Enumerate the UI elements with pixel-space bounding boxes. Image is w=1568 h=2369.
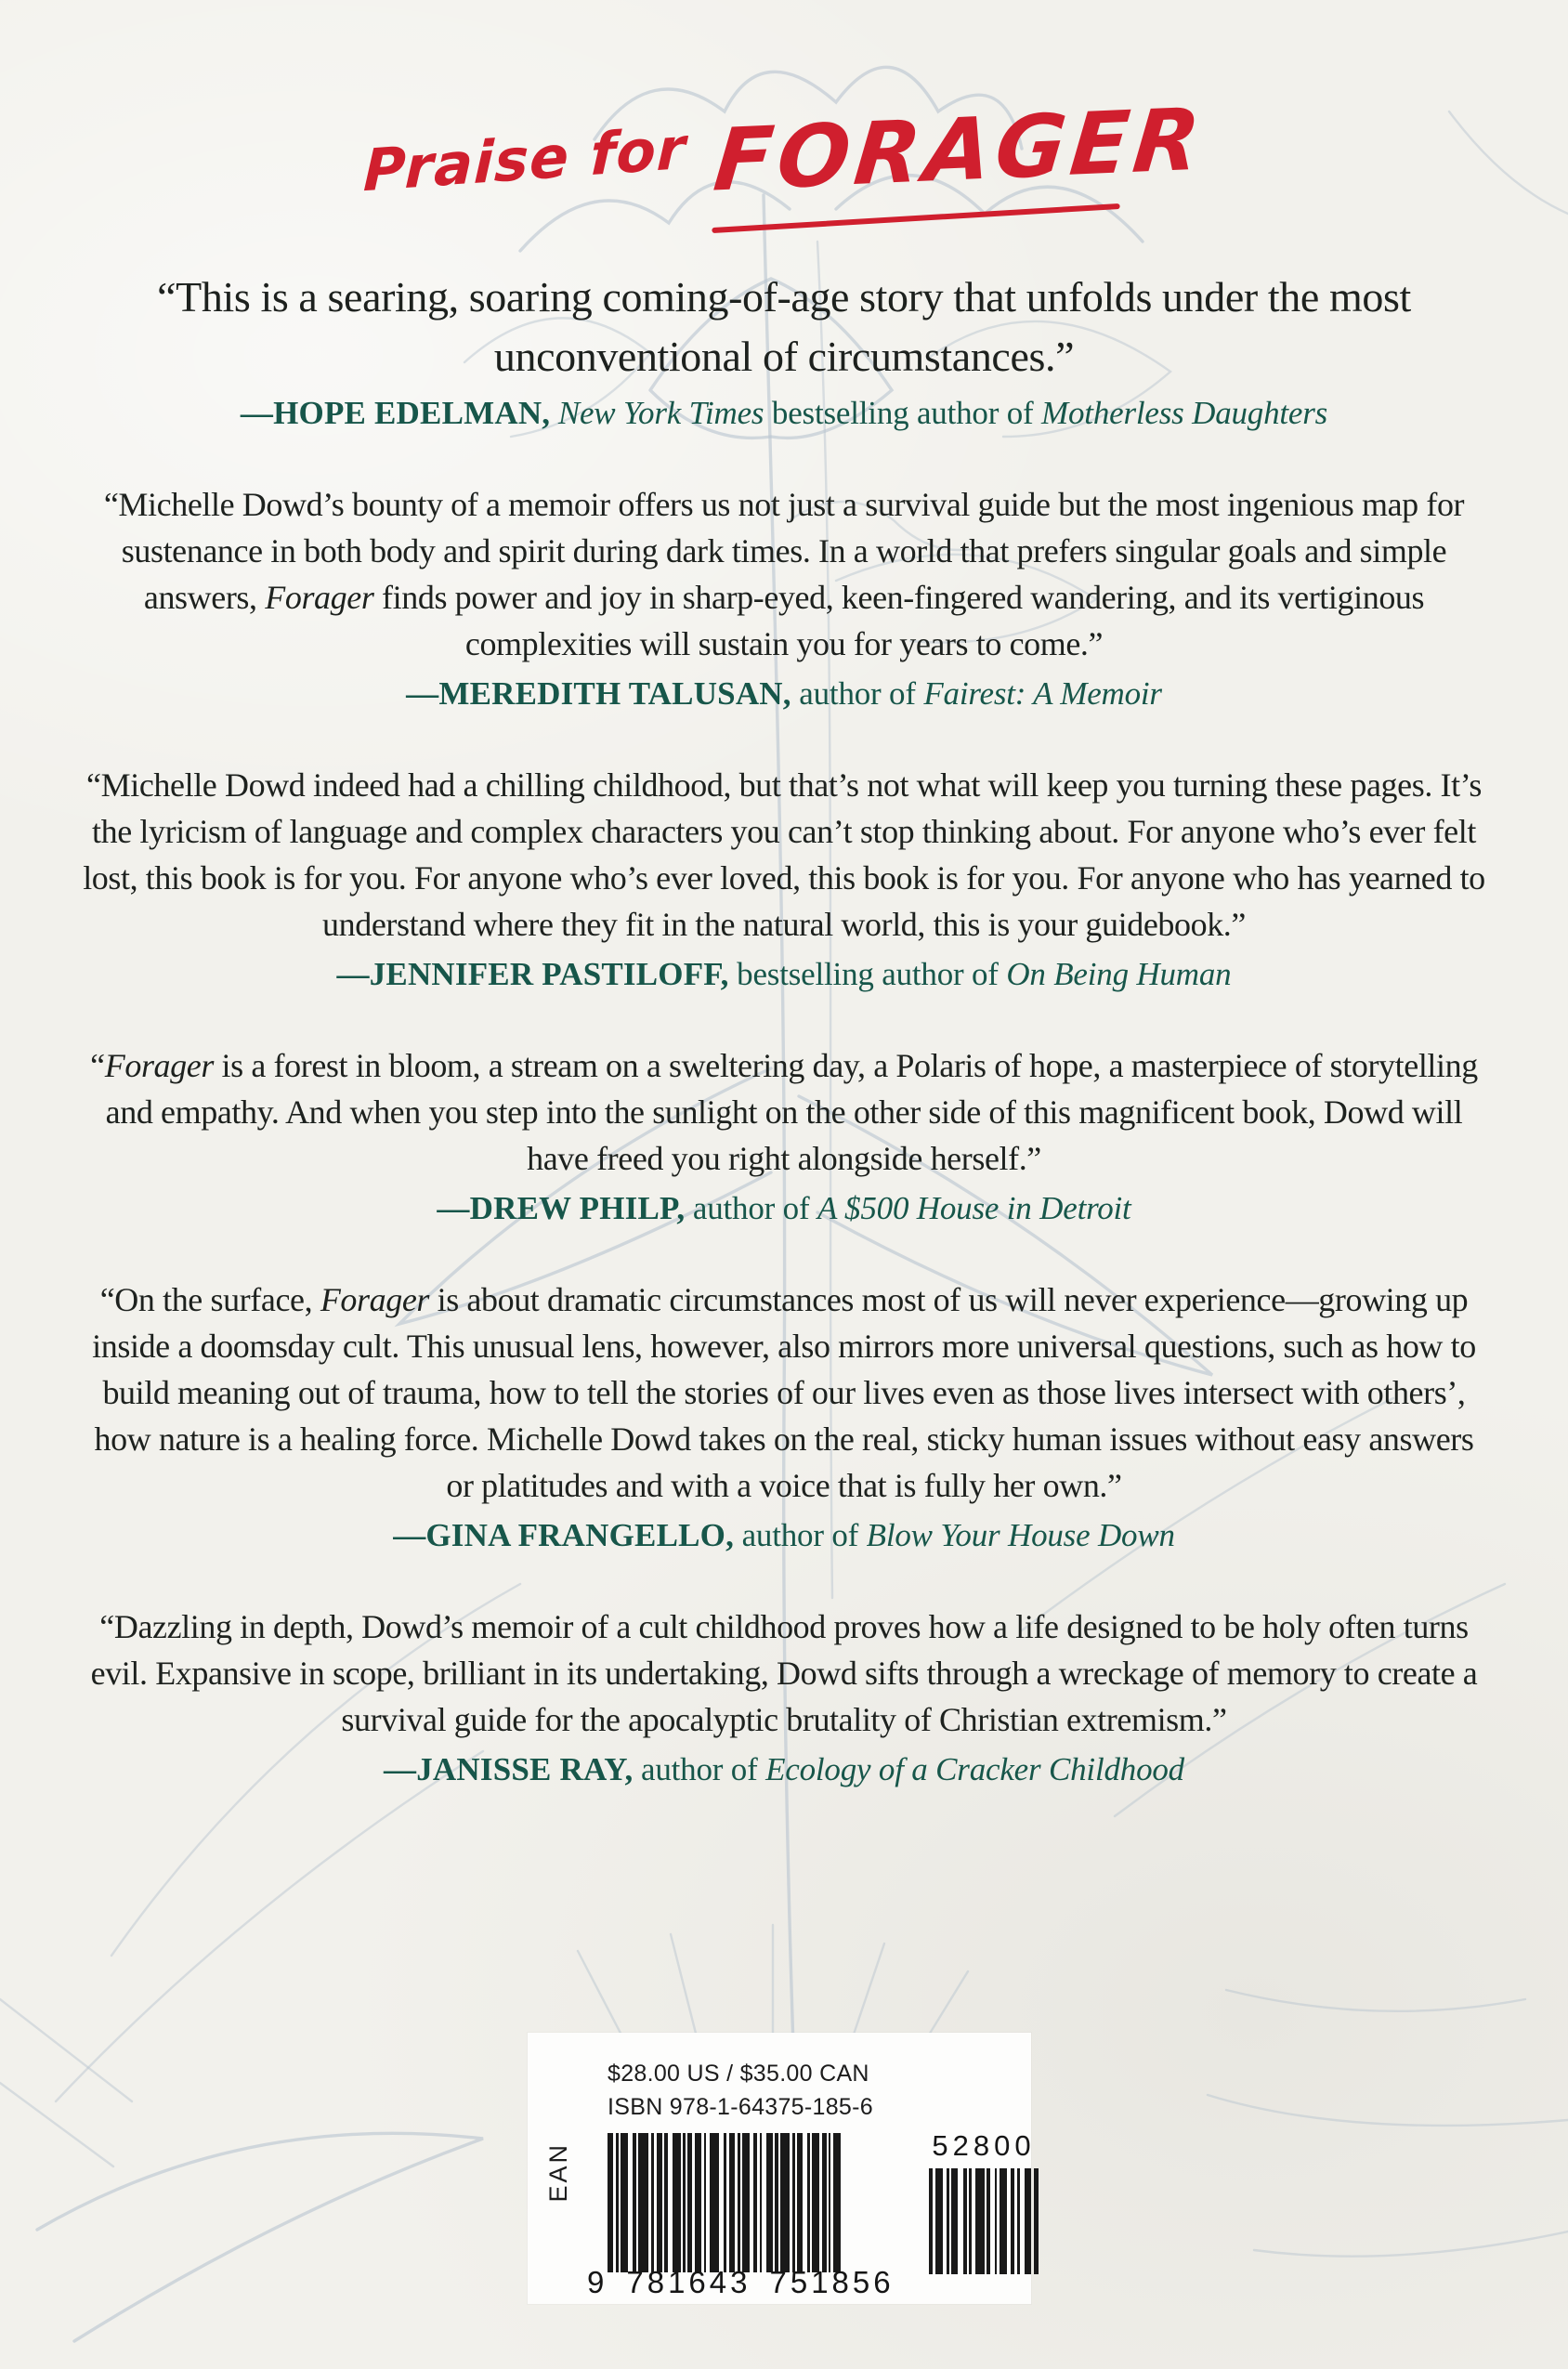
ean-digit-group: 751856 — [769, 2265, 895, 2299]
quote-attribution: —HOPE EDELMAN, New York Times bestselling author of Motherless Daughters — [240, 395, 1328, 431]
praise-quotes-list — [78, 268, 1490, 1793]
isbn-text: ISBN 978-1-64375-185-6 — [608, 2094, 873, 2120]
quote-text: “This is a searing, soaring coming-of-age story that unfolds under the most unconventional of circumstances.” — [157, 273, 1411, 380]
quote-block — [78, 1042, 1490, 1232]
ean-digit-group: 781643 — [626, 2265, 751, 2299]
praise-header — [0, 89, 1568, 211]
quote-block — [78, 1276, 1490, 1559]
supplement-barcode — [929, 2168, 1039, 2274]
supplement-digits: 52800 — [932, 2129, 1036, 2162]
supplement-barcode-group — [929, 2129, 1039, 2274]
book-title-text: FORAGER — [710, 89, 1209, 211]
quote-block — [78, 1603, 1490, 1793]
quote-block — [78, 481, 1490, 717]
price-text: $28.00 US / $35.00 CAN — [608, 2061, 869, 2087]
quote-block — [78, 762, 1490, 998]
praise-script-text: Praise for — [362, 113, 688, 205]
ean-digits — [587, 2265, 895, 2300]
quote-attribution: —JENNIFER PASTILOFF, bestselling author of On Being Human — [336, 956, 1232, 992]
quote-attribution: —GINA FRANGELLO, author of Blow Your House Down — [393, 1517, 1175, 1553]
barcode-panel — [528, 2033, 1036, 2304]
quote-attribution: —DREW PHILP, author of A $500 House in Detroit — [437, 1190, 1131, 1226]
quote-text: “Michelle Dowd indeed had a chilling childhood, but that’s not what will keep you turning these pages. It’s the lyricism of language and complex characters you can’t stop thinking about. For anyone who’s ever felt lost, this book is for you. For anyone who’s ever loved, this book is for you. For anyone who has yearned to understand where they fit in the natural world, this is your guidebook.” — [83, 766, 1485, 943]
quote-attribution: —JANISSE RAY, author of Ecology of a Cracker Childhood — [384, 1751, 1184, 1787]
quote-block — [78, 268, 1490, 437]
quote-text: “On the surface, Forager is about dramatic circumstances most of us will never experience—growing up inside a doomsday cult. This unusual lens, however, also mirrors more universal questions, such as how to build meaning out of trauma, how to tell the stories of our lives even as those lives intersect with others’, how nature is a healing force. Michelle Dowd takes on the real, sticky human issues without easy answers or platitudes and with a voice that is fully her own.” — [92, 1281, 1476, 1504]
quote-text: “Michelle Dowd’s bounty of a memoir offers us not just a survival guide but the most ingenious map for sustenance in both body and spirit during dark times. In a world that prefers singular goals and simple answers, Forager finds power and joy in sharp-eyed, keen-fingered wandering, and its vertiginous complexities will sustain you for years to come.” — [103, 486, 1465, 662]
ean-barcode — [608, 2133, 864, 2272]
ean-label: EAN — [544, 2142, 572, 2203]
quote-attribution: —MEREDITH TALUSAN, author of Fairest: A Memoir — [406, 675, 1162, 712]
quote-text: “Forager is a forest in bloom, a stream on a sweltering day, a Polaris of hope, a masterpiece of storytelling and empathy. And when you step into the sunlight on the other side of this magnificent book, Dowd will have freed you right alongside herself.” — [90, 1047, 1478, 1177]
quote-text: “Dazzling in depth, Dowd’s memoir of a cult childhood proves how a life designed to be holy often turns evil. Expansive in scope, brilliant in its undertaking, Dowd sifts through a wreckage of memory to create a survival guide for the apocalyptic brutality of Christian extremism.” — [90, 1608, 1478, 1738]
ean-digit-group: 9 — [587, 2265, 608, 2299]
